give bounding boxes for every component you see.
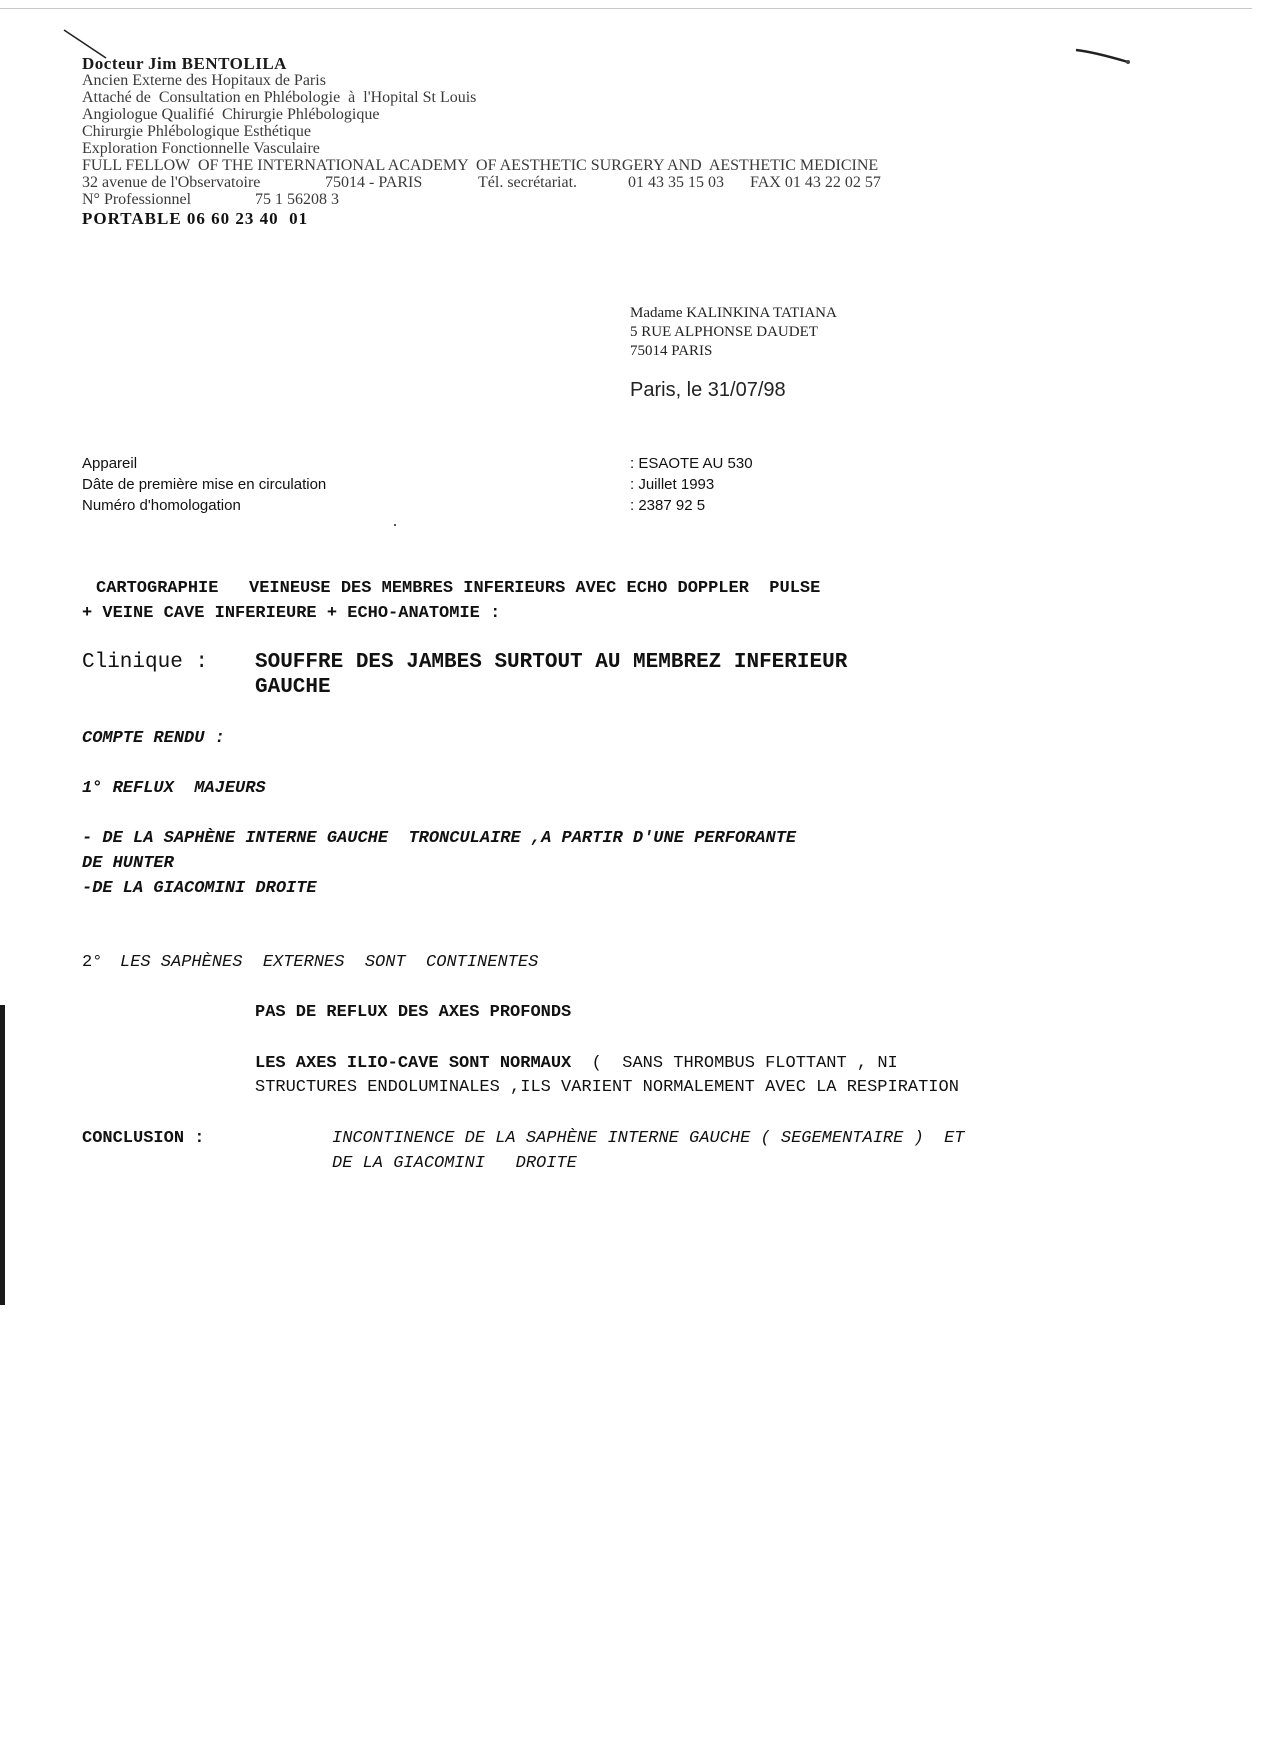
- doctor-fullname: Jim BENTOLILA: [148, 54, 287, 73]
- credential-2: Attaché de Consultation en Phlébologie à l'Hopital St Louis: [82, 89, 477, 106]
- clinique-label: Clinique :: [82, 651, 209, 674]
- recipient-block: [630, 304, 837, 361]
- recipient-street: 5 RUE ALPHONSE DAUDET: [630, 324, 818, 340]
- scan-edge-artifact: [0, 1005, 5, 1305]
- tel-number: 01 43 35 15 03: [628, 174, 724, 191]
- profonds-line: PAS DE REFLUX DES AXES PROFONDS: [255, 1003, 572, 1022]
- doctor-name: [82, 54, 287, 74]
- item2-text: LES SAPHÈNES EXTERNES SONT CONTINENTES: [120, 953, 539, 972]
- reflux-line1: - DE LA SAPHÈNE INTERNE GAUCHE TRONCULAIRE ,A PARTIR D'UNE PERFORANTE: [82, 829, 797, 848]
- compte-rendu-heading: COMPTE RENDU :: [82, 729, 225, 748]
- device-label-1: Appareil: [82, 455, 138, 472]
- ilio-line2: STRUCTURES ENDOLUMINALES ,ILS VARIENT NORMALEMENT AVEC LA RESPIRATION: [255, 1078, 959, 1097]
- pro-number: 75 1 56208 3: [255, 191, 339, 208]
- conclusion-line2: DE LA GIACOMINI DROITE: [332, 1154, 577, 1173]
- credential-6: FULL FELLOW OF THE INTERNATIONAL ACADEMY OF AESTHETIC SURGERY AND AESTHETIC MEDICINE: [82, 157, 879, 174]
- page-top-edge: [0, 8, 1252, 9]
- tel-label: Tél. secrétariat.: [478, 174, 578, 191]
- clinique-line1: SOUFFRE DES JAMBES SURTOUT AU MEMBREZ INFERIEUR: [255, 651, 848, 674]
- conclusion-label: CONCLUSION :: [82, 1129, 205, 1148]
- device-label-2: Dâte de première mise en circulation: [82, 476, 327, 493]
- reflux-heading: 1° REFLUX MAJEURS: [82, 779, 266, 798]
- credential-3: Angiologue Qualifié Chirurgie Phlébologique: [82, 106, 380, 123]
- fax-number: FAX 01 43 22 02 57: [750, 174, 881, 191]
- credential-5: Exploration Fonctionnelle Vasculaire: [82, 140, 320, 157]
- mobile-number: PORTABLE 06 60 23 40 01: [82, 209, 309, 228]
- device-value-2: : Juillet 1993: [630, 476, 715, 493]
- doctor-title: Docteur: [82, 54, 145, 73]
- recipient-city: 75014 PARIS: [630, 343, 713, 359]
- ilio-rest: ( SANS THROMBUS FLOTTANT , NI: [571, 1054, 898, 1073]
- report-title-line2: + VEINE CAVE INFERIEURE + ECHO-ANATOMIE :: [82, 604, 501, 623]
- item2-number: 2°: [82, 953, 103, 972]
- reflux-line3: -DE LA GIACOMINI DROITE: [82, 879, 317, 898]
- pro-label: N° Professionnel: [82, 191, 192, 208]
- reflux-line2: DE HUNTER: [82, 854, 174, 873]
- credential-1: Ancien Externe des Hopitaux de Paris: [82, 72, 326, 89]
- ilio-line1: [255, 1051, 898, 1076]
- address-postal: 75014 - PARIS: [325, 174, 423, 191]
- ilio-bold: LES AXES ILIO-CAVE SONT NORMAUX: [255, 1054, 572, 1073]
- recipient-name: Madame KALINKINA TATIANA: [630, 305, 837, 321]
- staple-mark: [1074, 46, 1134, 68]
- date-line: Paris, le 31/07/98: [630, 379, 786, 401]
- address-street: 32 avenue de l'Observatoire: [82, 174, 261, 191]
- clinique-line2: GAUCHE: [255, 676, 331, 699]
- device-value-1: : ESAOTE AU 530: [630, 455, 753, 472]
- scan-dust-dot: [394, 524, 396, 526]
- device-value-3: : 2387 92 5: [630, 497, 706, 514]
- credential-4: Chirurgie Phlébologique Esthétique: [82, 123, 312, 140]
- device-label-3: Numéro d'homologation: [82, 497, 241, 514]
- report-title-line1: CARTOGRAPHIE VEINEUSE DES MEMBRES INFERIEURS AVEC ECHO DOPPLER PULSE: [96, 579, 821, 598]
- conclusion-line1: INCONTINENCE DE LA SAPHÈNE INTERNE GAUCHE ( SEGEMENTAIRE ) ET: [332, 1129, 965, 1148]
